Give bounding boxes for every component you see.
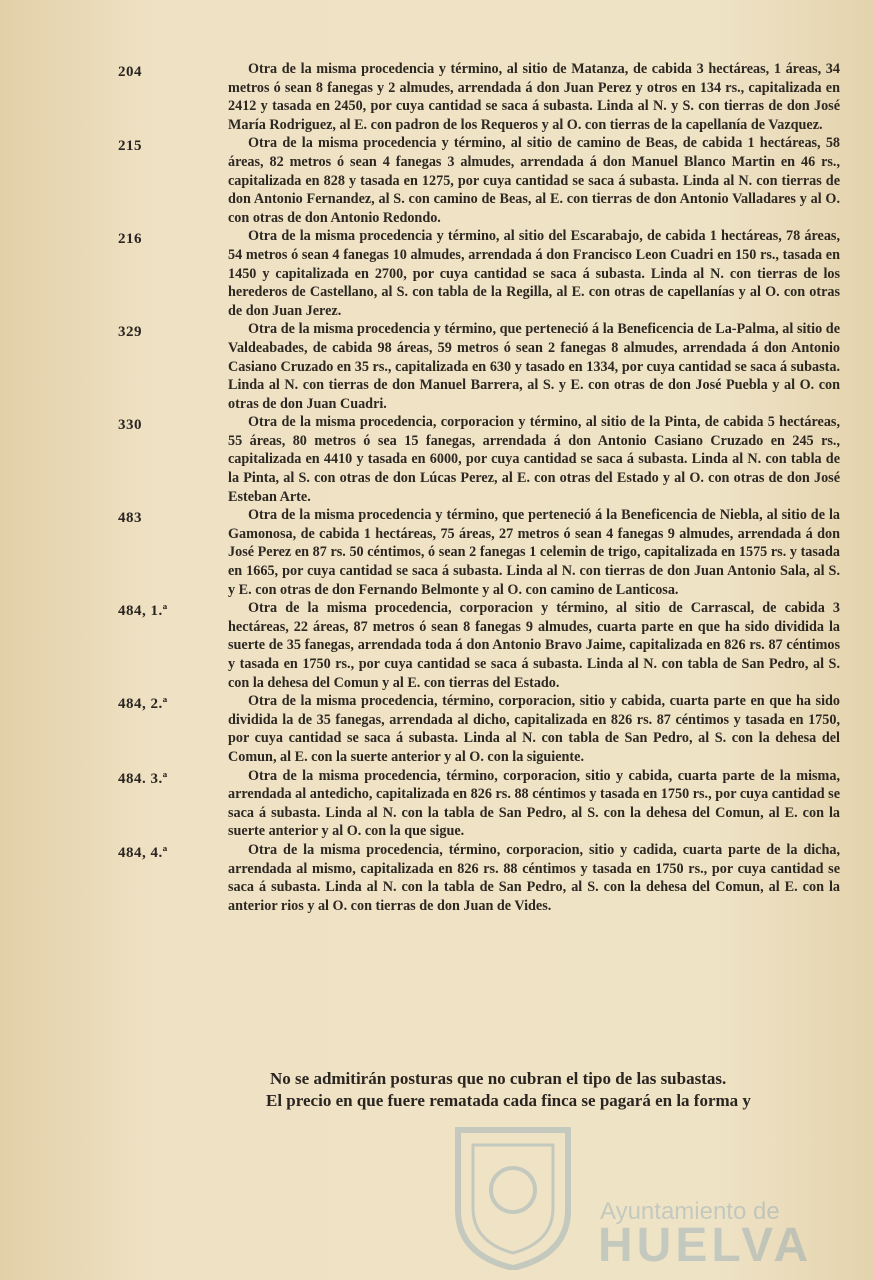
- entry-text: Otra de la misma procedencia, corporacion y término, al sitio de Carrascal, de cabida 3 hectáreas, 22 áreas, 87 metros ó sean 8 fanegas 9 almudes, cuarta parte en que ha sido dividida la suerte de 35 fanegas, arrendada toda á don Antonio Bravo Jaime, capitalizada en 826 rs. 87 céntimos y tasada en 1750 rs., por cuya cantidad se saca á subasta. Linda al N. con tabla de San Pedro, al S. con la dehesa del Comun y al E. con tierras del Estado.: [228, 600, 840, 691]
- entry-number: 484. 3.ª: [118, 770, 168, 787]
- ledger-entry: [0, 227, 874, 320]
- entry-text: Otra de la misma procedencia, término, corporacion, sitio y cabida, cuarta parte en que ha sido dividida la de 35 fanegas, arrendada al dicho, capitalizada en 826 rs. 87 céntimos y tasada en 1750, por cuya cantidad se saca á subasta. Linda al N. con tabla de San Pedro, al S. con la dehesa del Comun, al E. con la suerte anterior y al O. con la siguiente.: [228, 693, 840, 765]
- ledger-entry: [0, 767, 874, 841]
- entry-text: Otra de la misma procedencia y término, al sitio de Matanza, de cabida 3 hectáreas, 1 áreas, 34 metros ó sean 8 fanegas y 2 almudes, arrendada á don Juan Perez y otros en 134 rs., capitalizada en 2412 y tasada en 2450, por cuya cantidad se saca á subasta. Linda al N. y S. con tierras de don José María Rodriguez, al E. con padron de los Requeros y al O. con tierras de la capellanía de Vazquez.: [228, 61, 840, 133]
- entry-number: 484, 4.ª: [118, 844, 168, 861]
- archive-watermark: [430, 1120, 860, 1280]
- ledger-entry: [0, 134, 874, 227]
- ledger-entry: [0, 60, 874, 134]
- entry-text: Otra de la misma procedencia y término, al sitio del Escarabajo, de cabida 1 hectáreas, 78 áreas, 54 metros ó sean 4 fanegas 10 almudes, arrendada á don Francisco Leon Cuadri en 150 rs., tasada en 1450 y capitalizada en 2700, por cuya cantidad se saca á subasta. Linda al N. con tierras de los herederos de Castellano, al S. con tabla de la Regilla, al E. con otras de capellanías y al O. con otras de don Juan Jerez.: [228, 228, 840, 319]
- ledger-entry: [0, 413, 874, 506]
- ledger-entry: [0, 841, 874, 915]
- closing-line: El precio en que fuere rematada cada finca se pagará en la forma y: [266, 1091, 751, 1110]
- city-seal-icon: [438, 1120, 588, 1270]
- entry-text: Otra de la misma procedencia y término, que perteneció á la Beneficencia de Niebla, al sitio de la Gamonosa, de cabida 1 hectáreas, 75 áreas, 27 metros ó sean 4 fanegas 9 almudes, arrendada á don José Perez en 87 rs. 50 céntimos, ó sean 2 fanegas 1 celemin de trigo, capitalizada en 1575 rs. y tasada en 1665, por cuya cantidad se saca á subasta. Linda al N. con tierras de don Juan Antonio Sala, al S. y E. con otras de don Fernando Belmonte y al O. con camino de Lanticosa.: [228, 507, 840, 598]
- entry-text: Otra de la misma procedencia, término, corporacion, sitio y cabida, cuarta parte de la misma, arrendada al antedicho, capitalizada en 826 rs. 88 céntimos y tasada en 1750 rs., por cuya cantidad se saca á subasta. Linda al N. con la tabla de San Pedro, al S. con la dehesa del Comun, al E. con la suerte anterior y al O. con la que sigue.: [228, 767, 840, 840]
- watermark-line: HUELVA: [598, 1219, 813, 1272]
- watermark-line: Ayuntamiento de: [600, 1198, 780, 1225]
- ledger-entry: [0, 599, 874, 692]
- entry-number: 330: [118, 417, 142, 434]
- closing-line: No se admitirán posturas que no cubran el tipo de las subastas.: [270, 1069, 727, 1088]
- entry-number: 204: [118, 64, 142, 80]
- entry-number: 216: [118, 231, 142, 248]
- ledger-entry: [0, 506, 874, 599]
- entry-number: 484, 1.ª: [118, 603, 168, 620]
- ledger-entries: [0, 60, 874, 915]
- entry-text: Otra de la misma procedencia y término, que perteneció á la Beneficencia de La-Palma, al sitio de Valdeabades, de cabida 98 áreas, 59 metros ó sean 2 fanegas 8 almudes, arrendada á don Antonio Casiano Cruzado en 35 rs., capitalizada en 630 y tasado en 1334, por cuya cantidad se saca á subasta. Linda al N. con tierras de don Manuel Barrera, al S. y E. con otras de don José Puebla y al O. con otras de don Juan Cuadri.: [228, 321, 840, 412]
- entry-text: Otra de la misma procedencia, término, corporacion, sitio y cadida, cuarta parte de la dicha, arrendada al mismo, capitalizada en 826 rs. 88 céntimos y tasada en 1750 rs., por cuya cantidad se saca á subasta. Linda al N. con la tabla de San Pedro, al S. con la dehesa del Comun, al E. con la anterior rios y al O. con tierras de don Juan de Vides.: [228, 841, 840, 914]
- closing-paragraph: [266, 1068, 870, 1112]
- ledger-entry: [0, 320, 874, 413]
- entry-number: 483: [118, 510, 142, 527]
- entry-text: Otra de la misma procedencia y término, al sitio de camino de Beas, de cabida 1 hectáreas, 58 áreas, 82 metros ó sean 4 fanegas 3 almudes, arrendada á don Manuel Blanco Martin en 46 rs., capitalizada en 828 y tasada en 1275, por cuya cantidad se saca á subasta. Linda al N. con tierras de don Antonio Fernandez, al S. con camino de Beas, al E. con tierras de don Antonio Valladares y al O. con otras de don Antonio Redondo.: [228, 135, 840, 226]
- entry-number: 215: [118, 138, 142, 155]
- entry-number: 329: [118, 324, 142, 341]
- ledger-entry: [0, 692, 874, 766]
- entry-text: Otra de la misma procedencia, corporacion y término, al sitio de la Pinta, de cabida 5 hectáreas, 55 áreas, 80 metros ó sea 15 fanegas, arrendada á don Antonio Casiano Cruzado en 245 rs., capitalizada en 4410 y tasada en 6000, por cuya cantidad se saca á subasta. Linda al N. con tabla de la Pinta, al S. con otras de don Lúcas Perez, al E. con otras del Estado y al O. con otras de don José Esteban Arte.: [228, 414, 840, 505]
- entry-number: 484, 2.ª: [118, 696, 168, 713]
